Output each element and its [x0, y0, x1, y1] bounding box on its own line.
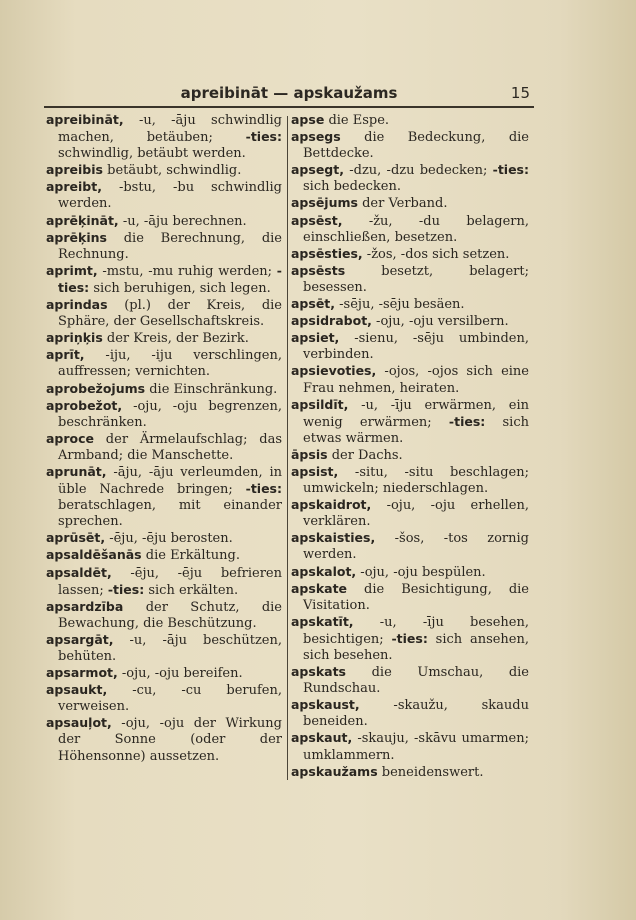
dictionary-entry	[46, 112, 282, 162]
definition-text: die Erkältung.	[141, 548, 240, 564]
definition-text: die Besichtigung, die Visitation.	[303, 581, 529, 613]
definition-text: -oju, -oju versilbern.	[371, 314, 509, 330]
headword: apsist,	[291, 463, 339, 479]
headword: apskaust,	[291, 697, 360, 713]
definition-text: beneidenswert.	[377, 764, 484, 780]
headword: apsidrabot,	[291, 313, 372, 329]
reflexive-form: -ties:	[58, 262, 282, 295]
headword: apse	[291, 112, 325, 127]
dictionary-entry	[291, 246, 529, 263]
dictionary-entry	[291, 564, 529, 581]
definition-text: die Umschau, die Rundschau.	[303, 665, 529, 697]
dictionary-entry	[291, 614, 529, 664]
dictionary-entry	[46, 715, 282, 764]
dictionary-entry	[291, 129, 529, 162]
dictionary-entry	[46, 530, 282, 547]
dictionary-entry	[291, 447, 529, 464]
dictionary-entry	[291, 464, 529, 497]
dictionary-entry	[46, 682, 282, 715]
headword: aprēķins	[46, 229, 107, 245]
headword: apskaisties,	[291, 530, 376, 546]
headword: apskaužams	[291, 763, 378, 779]
definition-text: -u, -āju schwindlig machen, betäuben;	[58, 113, 282, 146]
column-divider	[287, 116, 288, 780]
definition-text: -skaužu, skaudu beneiden.	[303, 698, 529, 730]
headword: apreibināt,	[46, 112, 124, 127]
dictionary-entry	[291, 330, 529, 363]
dictionary-entry	[291, 162, 529, 195]
definition-text: -šos, -tos zornig werden.	[303, 531, 529, 563]
definition-text: -bstu, -bu schwindlig werden.	[58, 180, 282, 212]
dictionary-entry	[46, 330, 282, 347]
definition-text: besetzt, belagert; besessen.	[303, 263, 529, 295]
definition-text: sich beruhigen, sich legen.	[89, 280, 271, 296]
definition-text: beratschlagen, mit einander sprechen.	[58, 498, 282, 530]
definition-text: der Kreis, der Bezirk.	[102, 331, 249, 347]
definition-text: sich bedecken.	[303, 179, 402, 195]
definition-text: -ēju, -ēju berosten.	[105, 531, 233, 547]
dictionary-entry	[291, 397, 529, 447]
headword: apsiet,	[291, 330, 340, 346]
headword: āpsis	[291, 446, 328, 462]
definition-text: die Berechnung, die Rechnung.	[58, 230, 282, 262]
dictionary-entry	[291, 363, 529, 396]
headword: apsardzība	[46, 598, 124, 614]
page-number: 15	[510, 84, 530, 102]
dictionary-entry	[46, 213, 282, 230]
definition-text: -žu, -du belagern, einschließen, besetzen.	[303, 213, 529, 245]
dictionary-entry	[46, 632, 282, 665]
page-header	[44, 82, 534, 108]
definition-text: der Ärmelaufschlag; das Armband; die Manschette.	[58, 431, 282, 463]
definition-text: -sienu, -sēju umbinden, verbinden.	[303, 331, 529, 363]
reflexive-form: -ties:	[245, 481, 282, 497]
dictionary-entry	[291, 313, 529, 330]
dictionary-entry	[291, 530, 529, 563]
definition-text: der Dachs.	[327, 447, 403, 463]
definition-text: schwindlig, betäubt werden.	[58, 146, 246, 162]
definition-text: der Verband.	[357, 196, 448, 212]
headword: apsaukt,	[46, 682, 108, 698]
definition-text: sich ansehen, sich besehen.	[303, 631, 530, 663]
definition-text: -oju, -oju der Wirkung der Sonne (oder der Höhensonne) aussetzen.	[58, 716, 282, 764]
headword: apsegt,	[291, 162, 344, 178]
headword: apsaldēšanās	[46, 547, 142, 563]
running-head: apreibināt — apskaužams	[180, 84, 398, 102]
definition-text: -cu, -cu berufen, verweisen.	[58, 683, 282, 715]
headword: apskalot,	[291, 563, 357, 579]
dictionary-entry	[46, 347, 282, 380]
dictionary-entry	[46, 599, 282, 632]
dictionary-entry	[46, 431, 282, 464]
headword: aprunāt,	[46, 463, 107, 479]
dictionary-entry	[46, 665, 282, 682]
definition-text: -iju, -iju verschlingen, auffressen; vernichten.	[58, 348, 282, 380]
headword: apsargāt,	[46, 631, 114, 647]
headword: apsēt,	[291, 296, 336, 312]
headword: apreibis	[46, 162, 103, 178]
definition-text: -āju, -āju verleumden, in üble Nachrede bringen;	[58, 464, 282, 498]
headword: apsildīt,	[291, 396, 349, 412]
dictionary-entry	[291, 263, 529, 296]
headword: aproce	[46, 430, 95, 446]
definition-text: -u, -āju beschützen, behüten.	[58, 632, 282, 664]
dictionary-entry	[46, 381, 282, 398]
headword: aprīt,	[46, 347, 85, 363]
definition-text: die Espe.	[324, 113, 390, 128]
dictionary-entry	[291, 730, 529, 763]
reflexive-form: -ties:	[448, 413, 486, 429]
headword: apriņķis	[46, 330, 103, 346]
definition-text: -žos, -dos sich setzen.	[362, 246, 510, 262]
definition-text: -ojos, -ojos sich eine Frau nehmen, heiraten.	[303, 364, 529, 396]
definition-text: sich erkälten.	[144, 582, 239, 598]
headword: apskate	[291, 580, 348, 596]
dictionary-entry	[291, 195, 529, 212]
dictionary-entry	[291, 296, 529, 313]
dictionary-entry	[291, 664, 529, 697]
dictionary-entry	[46, 230, 282, 263]
definition-text: -dzu, -dzu bedecken;	[343, 163, 493, 179]
dictionary-entry	[291, 112, 529, 129]
dictionary-entry	[46, 162, 282, 179]
headword: aprobežot,	[46, 397, 123, 413]
definition-text: die Einschränkung.	[145, 381, 278, 397]
dictionary-entry	[291, 581, 529, 614]
dictionary-entry	[291, 213, 529, 246]
dictionary-entry	[46, 464, 282, 530]
dictionary-entry	[46, 398, 282, 431]
definition-text: -mstu, -mu ruhig werden;	[97, 263, 277, 279]
definition-text: -u, -īju besehen, besichtigen;	[303, 614, 529, 647]
definition-text: -u, -īju erwärmen, ein wenig erwärmen;	[303, 397, 529, 430]
headword: apsēst,	[291, 212, 343, 228]
headword: aprobežojums	[46, 380, 146, 396]
definition-text: (pl.) der Kreis, die Sphäre, der Gesellschaftskreis.	[58, 298, 282, 330]
definition-text: -oju, -oju bespülen.	[356, 564, 486, 580]
headword: apsegs	[291, 129, 341, 145]
dictionary-entry	[46, 263, 282, 297]
definition-text: -u, -āju berechnen.	[118, 213, 247, 229]
reflexive-form: -ties:	[492, 162, 529, 178]
dictionary-entry	[46, 297, 282, 330]
headword: apsaldēt,	[46, 564, 112, 580]
dictionary-entry	[46, 179, 282, 212]
left-column	[46, 112, 282, 765]
definition-text: -sēju, -sēju besäen.	[335, 297, 465, 313]
dictionary-entry	[291, 764, 529, 781]
definition-text: sich etwas wärmen.	[303, 414, 529, 446]
reflexive-form: -ties:	[107, 581, 145, 597]
dictionary-entry	[46, 565, 282, 599]
headword: apskats	[291, 664, 346, 680]
definition-text: die Bedeckung, die Bettdecke.	[303, 130, 529, 162]
headword: aprindas	[46, 297, 108, 313]
headword: aprūsēt,	[46, 530, 106, 546]
definition-text: -situ, -situ beschlagen; umwickeln; niederschlagen.	[303, 464, 529, 497]
headword: apsēsties,	[291, 245, 363, 261]
dictionary-entry	[46, 547, 282, 564]
headword: aprēķināt,	[46, 212, 119, 228]
definition-text: -oju, -oju bereifen.	[117, 666, 243, 682]
headword: apsējums	[291, 195, 358, 211]
definition-text: betäubt, schwindlig.	[102, 163, 242, 179]
headword: apsauļot,	[46, 715, 112, 731]
headword: apreibt,	[46, 179, 102, 195]
headword: apskatīt,	[291, 613, 354, 629]
definition-text: -oju, -oju erhellen, verklären.	[303, 498, 529, 530]
reflexive-form: -ties:	[391, 630, 428, 646]
dictionary-entry	[291, 697, 529, 730]
definition-text: -skauju, -skāvu umarmen; umklammern.	[303, 731, 529, 763]
dictionary-entry	[291, 497, 529, 530]
headword: apsēsts	[291, 262, 346, 278]
right-column	[291, 112, 529, 781]
headword: apsievoties,	[291, 363, 377, 379]
definition-text: -ēju, -ēju befrieren lassen;	[58, 565, 282, 598]
headword: apsarmot,	[46, 665, 118, 681]
headword: apskaidrot,	[291, 497, 372, 513]
definition-text: der Schutz, die Bewachung, die Beschützung.	[58, 599, 282, 631]
definition-text: -oju, -oju begrenzen, beschränken.	[58, 398, 282, 430]
reflexive-form: -ties:	[245, 129, 282, 145]
headword: aprimt,	[46, 262, 98, 278]
headword: apskaut,	[291, 730, 353, 746]
